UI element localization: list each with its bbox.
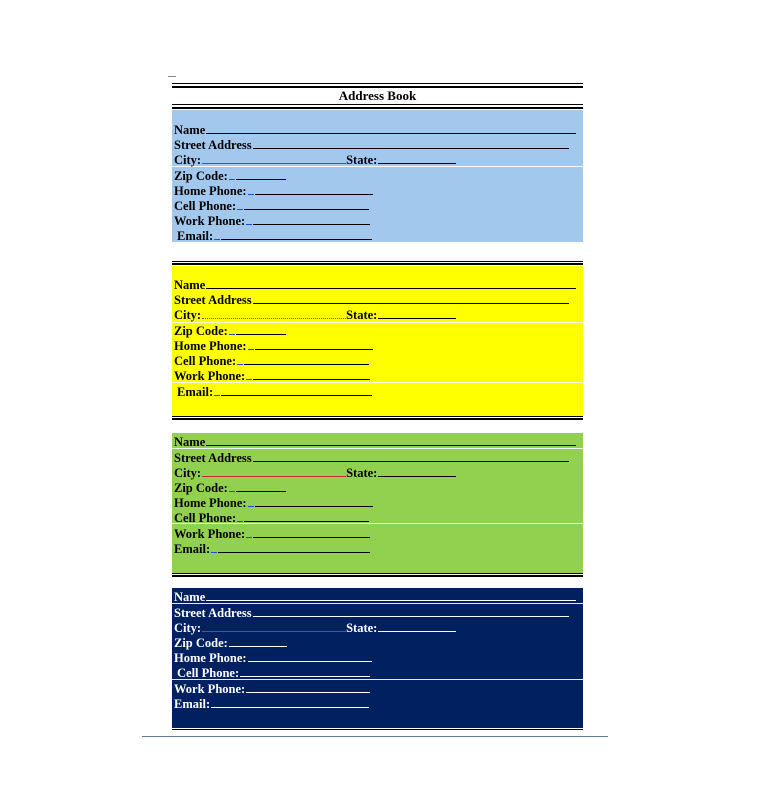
work-phone-label: Work Phone: [174,214,246,228]
state-label: State: [346,153,378,167]
footer-rule [142,736,608,737]
cell-phone-field[interactable] [244,198,369,210]
name-field[interactable] [206,434,576,446]
name-row [174,589,576,604]
street-row [174,137,569,152]
city-label: City: [174,153,202,167]
city-field[interactable] [202,465,346,477]
zip-field[interactable] [229,635,287,647]
corner-mark [168,76,176,77]
header-rule-bottom [172,104,583,105]
document-title: Address Book [338,88,417,103]
home-phone-field[interactable] [248,650,372,662]
zip-label: Zip Code: [174,481,228,495]
name-row [174,277,576,292]
address-entry-1 [172,110,583,242]
name-field[interactable] [206,122,576,134]
address-entry-2 [172,266,583,416]
city-label: City: [174,308,202,322]
name-row [174,434,576,449]
street-field[interactable] [253,450,569,462]
divider-rule [172,416,583,417]
home-phone-row [174,495,373,510]
street-field[interactable] [253,292,569,304]
email-row [177,228,372,243]
zip-field[interactable] [236,480,286,492]
email-label: Email: [177,229,214,243]
state-field[interactable] [378,620,456,632]
street-row [174,605,569,620]
bottom-rule [172,729,583,730]
home-phone-label: Home Phone: [174,496,247,510]
zip-label: Zip Code: [174,636,228,650]
address-entry-4 [172,588,583,728]
header-rule-top [172,83,583,84]
state-label: State: [346,621,378,635]
city-label: City: [174,466,202,480]
email-field[interactable] [218,541,370,553]
divider-rule-thick [172,418,583,420]
email-label: Email: [174,697,211,711]
street-row [174,450,569,465]
divider-rule [172,573,583,574]
home-phone-row [174,183,373,198]
name-label: Name [174,590,206,604]
cell-phone-label: Cell Phone: [174,354,237,368]
cell-phone-label: Cell Phone: [174,511,237,525]
email-row [174,696,369,711]
city-field[interactable] [202,620,346,632]
zip-field[interactable] [236,168,286,180]
address-entry-3 [172,433,583,573]
city-label: City: [174,621,202,635]
work-phone-field[interactable] [253,368,370,380]
work-phone-label: Work Phone: [174,369,246,383]
city-state-row [174,307,456,322]
name-row [174,122,576,137]
street-field[interactable] [253,605,569,617]
home-phone-field[interactable] [255,338,373,350]
street-field[interactable] [253,137,569,149]
state-field[interactable] [378,307,456,319]
state-label: State: [346,308,378,322]
email-row [177,384,372,399]
home-phone-label: Home Phone: [174,651,247,665]
cell-phone-row [174,353,369,368]
zip-row [174,168,286,183]
name-label: Name [174,123,206,137]
divider-rule [172,261,583,262]
email-field[interactable] [211,696,369,708]
work-phone-row [174,213,370,228]
city-field[interactable] [202,152,346,164]
city-state-row [174,465,456,480]
divider-rule-thick [172,575,583,577]
street-label: Street Address [174,606,252,620]
zip-field[interactable] [236,323,286,335]
home-phone-field[interactable] [255,183,373,195]
city-state-row [174,152,456,167]
home-phone-row [174,338,373,353]
work-phone-row [174,681,370,696]
zip-label: Zip Code: [174,324,228,338]
email-label: Email: [174,542,211,556]
email-field[interactable] [221,384,372,396]
work-phone-label: Work Phone: [174,527,246,541]
divider-rule-thick [172,263,583,265]
home-phone-field[interactable] [255,495,373,507]
state-field[interactable] [378,465,456,477]
cell-phone-row [174,198,369,213]
cell-phone-label: Cell Phone: [177,666,240,680]
city-field[interactable] [202,307,346,319]
cell-phone-field[interactable] [240,665,370,677]
home-phone-row [174,650,372,665]
cell-phone-field[interactable] [244,353,369,365]
zip-row [174,635,287,650]
cell-phone-row [177,665,370,680]
zip-label: Zip Code: [174,169,228,183]
state-label: State: [346,466,378,480]
work-phone-field[interactable] [253,526,370,538]
zip-row [174,323,286,338]
name-field[interactable] [206,277,576,289]
name-label: Name [174,435,206,449]
email-field[interactable] [221,228,372,240]
name-field[interactable] [206,589,576,601]
work-phone-row [174,526,370,541]
street-label: Street Address [174,138,252,152]
header-rule-bottom-thick [172,107,583,109]
cell-phone-row [174,510,369,525]
home-phone-label: Home Phone: [174,339,247,353]
work-phone-field[interactable] [253,213,370,225]
email-label: Email: [177,385,214,399]
work-phone-row [174,368,370,383]
cell-phone-label: Cell Phone: [174,199,237,213]
zip-row [174,480,286,495]
cell-phone-field[interactable] [244,510,369,522]
street-label: Street Address [174,451,252,465]
email-row [174,541,370,556]
name-label: Name [174,278,206,292]
street-row [174,292,569,307]
state-field[interactable] [378,152,456,164]
work-phone-field[interactable] [246,681,370,693]
work-phone-label: Work Phone: [174,682,246,696]
city-state-row [174,620,456,635]
street-label: Street Address [174,293,252,307]
home-phone-label: Home Phone: [174,184,247,198]
